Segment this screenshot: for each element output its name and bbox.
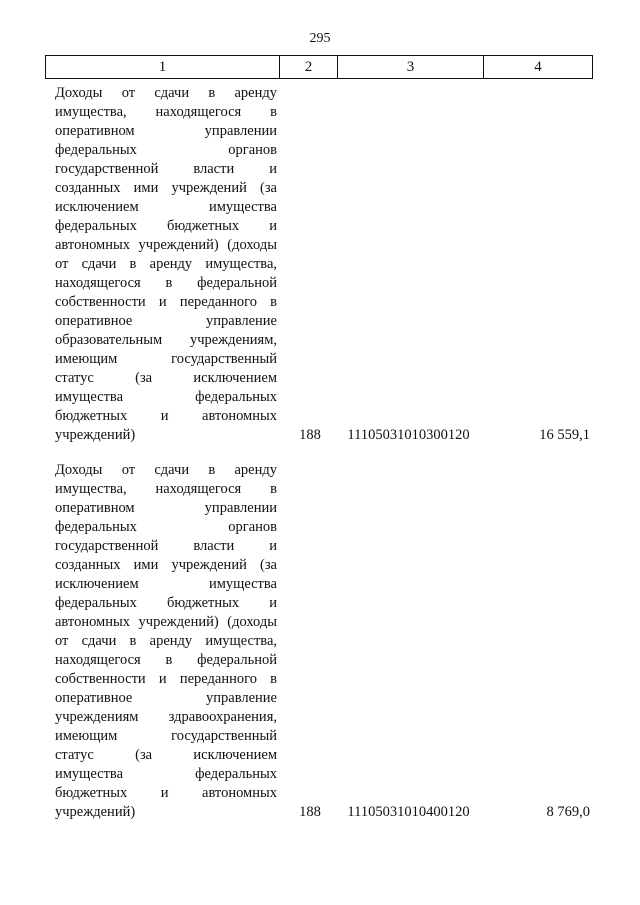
description-line: собственности и переданного в bbox=[55, 671, 277, 687]
description-line: автономных учреждений) (доходы bbox=[55, 614, 277, 630]
description-line: имущества федеральных bbox=[55, 766, 277, 782]
description-line: созданных ими учреждений (за bbox=[55, 180, 277, 196]
header-row bbox=[46, 56, 593, 79]
budget-classification-code: 11105031010300120 bbox=[347, 427, 470, 443]
page-number: 295 bbox=[309, 31, 331, 46]
description-line: федеральных органов bbox=[55, 142, 277, 158]
description-line: учреждений) bbox=[55, 427, 136, 443]
description-line: имущества, находящегося в bbox=[55, 481, 277, 497]
description-line: созданных ими учреждений (за bbox=[55, 557, 277, 573]
description-line: федеральных органов bbox=[55, 519, 277, 535]
description-line: оперативном управлении bbox=[55, 123, 277, 139]
column-number-header bbox=[45, 55, 593, 79]
description-line: исключением имущества bbox=[55, 576, 277, 592]
description-line: статус (за исключением bbox=[55, 370, 277, 386]
description-line: находящегося в федеральной bbox=[55, 275, 277, 291]
description-line: учреждений) bbox=[55, 804, 136, 820]
description-line: имеющим государственный bbox=[55, 351, 277, 367]
description-line: статус (за исключением bbox=[55, 747, 277, 763]
description-line: федеральных бюджетных и bbox=[55, 595, 277, 611]
header-col-4: 4 bbox=[484, 56, 593, 79]
description-line: Доходы от сдачи в аренду bbox=[55, 462, 277, 478]
admin-code: 188 bbox=[299, 804, 321, 820]
admin-code: 188 bbox=[299, 427, 321, 443]
description-line: оперативное управление bbox=[55, 313, 277, 329]
description-line: от сдачи в аренду имущества, bbox=[55, 633, 277, 649]
description-line: исключением имущества bbox=[55, 199, 277, 215]
description-line: учреждениям здравоохранения, bbox=[55, 709, 277, 725]
description-line: государственной власти и bbox=[55, 161, 277, 177]
budget-classification-code: 11105031010400120 bbox=[347, 804, 470, 820]
description-line: бюджетных и автономных bbox=[55, 785, 277, 801]
amount: 16 559,1 bbox=[539, 427, 590, 443]
description-line: имущества федеральных bbox=[55, 389, 277, 405]
row-description bbox=[55, 84, 277, 445]
row-description bbox=[55, 461, 277, 822]
description-line: имущества, находящегося в bbox=[55, 104, 277, 120]
amount: 8 769,0 bbox=[546, 804, 590, 820]
description-line: Доходы от сдачи в аренду bbox=[55, 85, 277, 101]
description-line: бюджетных и автономных bbox=[55, 408, 277, 424]
header-col-3: 3 bbox=[338, 56, 484, 79]
description-line: оперативное управление bbox=[55, 690, 277, 706]
description-line: государственной власти и bbox=[55, 538, 277, 554]
description-line: автономных учреждений) (доходы bbox=[55, 237, 277, 253]
header-col-1: 1 bbox=[46, 56, 280, 79]
header-col-2: 2 bbox=[280, 56, 338, 79]
description-line: федеральных бюджетных и bbox=[55, 218, 277, 234]
description-line: от сдачи в аренду имущества, bbox=[55, 256, 277, 272]
description-line: образовательным учреждениям, bbox=[55, 332, 277, 348]
description-line: собственности и переданного в bbox=[55, 294, 277, 310]
description-line: оперативном управлении bbox=[55, 500, 277, 516]
description-line: находящегося в федеральной bbox=[55, 652, 277, 668]
description-line: имеющим государственный bbox=[55, 728, 277, 744]
